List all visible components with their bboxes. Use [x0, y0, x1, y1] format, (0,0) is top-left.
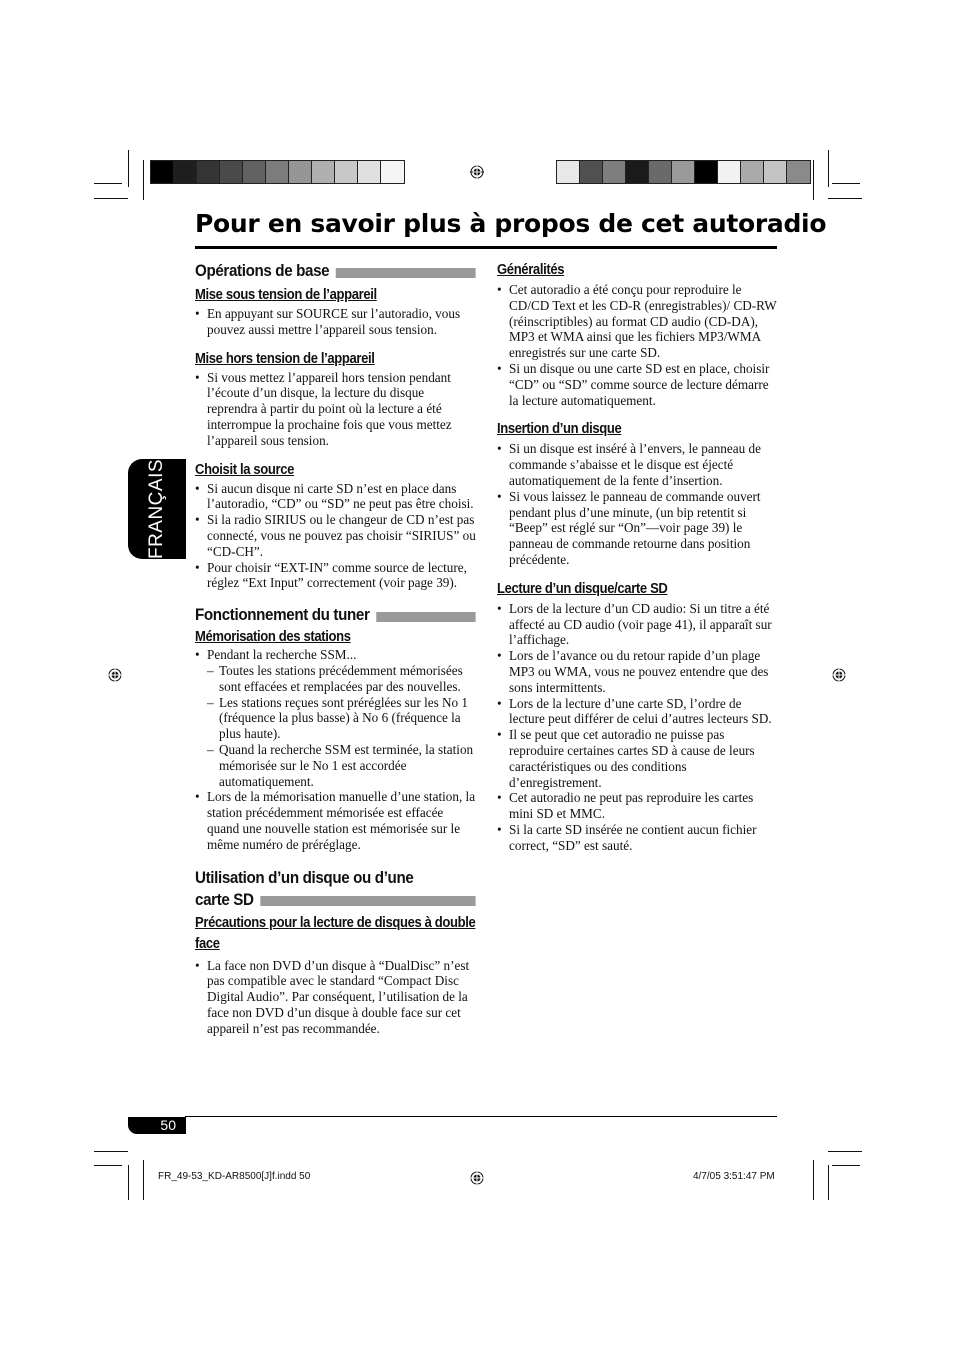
registration-mark-icon: [470, 1171, 484, 1185]
bullet-list: [195, 306, 477, 338]
subsection-title: Mise hors tension de l’appareil: [195, 350, 375, 367]
list-item: • Pendant la recherche SSM... – Toutes les stations précédemment mémorisées sont effacées et remplacées par des nouvelles. – Les stations reçues sont préréglées sur les No 1 (fréquence la plus basse) à No 6 (fréquence la plus haute). – Quand la recherche SSM est terminée, la station mémorisée sur le No 1 est accordée automatiquement.: [195, 647, 477, 789]
dash-list: [207, 663, 477, 789]
list-item: • Lors de la lecture d’un CD audio: Si un titre a été affecté au CD audio (voir page 41), il apparaît sur l’affichage.: [497, 601, 779, 648]
language-tab-label: FRANÇAIS: [146, 458, 167, 560]
subsection-title: Choisit la source: [195, 461, 295, 478]
list-item: • En appuyant sur SOURCE sur l’autoradio, vous pouvez aussi mettre l’appareil sous tension.: [195, 306, 477, 338]
color-strip-left: [150, 160, 405, 184]
bullet-list: [195, 370, 477, 449]
list-item: • Si un disque ou une carte SD est en place, choisir “CD” ou “SD” comme source de lecture démarre la lecture automatiquement.: [497, 361, 779, 408]
list-item: • La face non DVD d’un disque à “DualDisc” n’est pas compatible avec le standard “Compact Disc Digital Audio”. Par conséquent, l’utilisation de la face non DVD d’un disque à double face sur cet appareil n’est pas recommandée.: [195, 958, 477, 1037]
bottom-rule: [185, 1116, 777, 1117]
footer-filename: FR_49-53_KD-AR8500[J]f.indd 50: [158, 1171, 311, 1182]
subsection-title: Précautions pour la lecture de disques à double face: [195, 914, 476, 952]
registration-mark-icon: [470, 165, 484, 179]
color-swatch: [289, 161, 312, 183]
section-title: Utilisation d’un disque ou d’une carte SD: [195, 867, 475, 911]
dash-item: – Les stations reçues sont préréglées sur les No 1 (fréquence la plus basse) à No 6 (fréquence la plus haute).: [207, 695, 477, 742]
section-title: Fonctionnement du tuner: [195, 606, 475, 625]
registration-mark-icon: [108, 668, 122, 682]
crop-mark: [828, 150, 829, 187]
crop-mark: [828, 1151, 862, 1152]
color-swatch: [197, 161, 220, 183]
footer-timestamp: 4/7/05 3:51:47 PM: [693, 1171, 775, 1182]
subsection-title: Mémorisation des stations: [195, 629, 351, 646]
list-item: • Cet autoradio a été conçu pour reproduire le CD/CD Text et les CD-R (enregistrables)/ CD-RW (réinscriptibles) au format CD audio (CD-DA), MP3 et WMA ainsi que les fichiers MP3/WMA enregistrés sur une carte SD.: [497, 282, 779, 361]
dash-item: – Quand la recherche SSM est terminée, la station mémorisée sur le No 1 est accordée automatiquement.: [207, 742, 477, 789]
list-item: • Cet autoradio ne peut pas reproduire les cartes mini SD et MMC.: [497, 790, 779, 822]
list-item: • Si un disque est inséré à l’envers, le panneau de commande s’abaisse et le disque est éjecté automatiquement de la fente d’insertion.: [497, 441, 779, 488]
color-swatch: [764, 161, 787, 183]
list-item: • Si vous laissez le panneau de commande ouvert pendant plus d’une minute, (un bip retentit si “Beep” est réglé sur “On”—voir page 39) le panneau de commande retourne dans position précédente.: [497, 489, 779, 568]
crop-mark: [94, 183, 122, 184]
color-swatch: [626, 161, 649, 183]
color-swatch: [151, 161, 174, 183]
bullet-list: [497, 601, 779, 854]
crop-mark: [813, 1160, 814, 1200]
language-tab-label-box: [128, 459, 186, 559]
list-item: • Lors de la mémorisation manuelle d’une station, la station précédemment mémorisée est effacée quand une nouvelle station est mémorisée sur le même numéro de préréglage.: [195, 789, 477, 852]
color-swatch: [358, 161, 381, 183]
crop-mark: [828, 198, 862, 199]
page-number: 50: [128, 1117, 186, 1134]
color-swatch: [718, 161, 741, 183]
crop-mark: [832, 1165, 860, 1166]
color-swatch: [381, 161, 404, 183]
color-swatch: [649, 161, 672, 183]
list-item: • Lors de l’avance ou du retour rapide d’un plage MP3 ou WMA, vous ne pouvez entendre que des sons intermittents.: [497, 648, 779, 695]
registration-mark-icon: [832, 668, 846, 682]
crop-mark: [828, 1165, 829, 1200]
subsection-title: Mise sous tension de l’appareil: [195, 287, 377, 303]
color-swatch: [557, 161, 580, 183]
bullet-list: [195, 481, 477, 592]
bullet-list: [195, 647, 477, 852]
color-swatch: [787, 161, 810, 183]
title-rule: [195, 246, 777, 249]
list-item: • Lors de la lecture d’une carte SD, l’ordre de lecture peut différer de celui d’autres lecteurs SD.: [497, 696, 779, 728]
crop-mark: [94, 1151, 128, 1152]
color-swatch: [266, 161, 289, 183]
crop-mark: [143, 160, 144, 200]
crop-mark: [94, 1165, 122, 1166]
dash-item: – Toutes les stations précédemment mémorisées sont effacées et remplacées par des nouvelles.: [207, 663, 477, 695]
crop-mark: [128, 1165, 129, 1200]
color-swatch: [174, 161, 197, 183]
color-swatch: [580, 161, 603, 183]
color-swatch: [672, 161, 695, 183]
color-swatch: [603, 161, 626, 183]
list-item: • Pour choisir “EXT-IN” comme source de lecture, réglez “Ext Input” correctement (voir page 39).: [195, 560, 477, 592]
color-strip-right: [556, 160, 811, 184]
color-swatch: [695, 161, 718, 183]
list-item: • Si la carte SD insérée ne contient aucun fichier correct, “SD” est sauté.: [497, 822, 779, 854]
crop-mark: [832, 183, 860, 184]
bullet-list: [497, 441, 779, 567]
crop-mark: [94, 198, 128, 199]
bullet-list: [497, 282, 779, 408]
color-swatch: [335, 161, 358, 183]
right-column: [497, 262, 779, 854]
page-title: Pour en savoir plus à propos de cet autoradio: [195, 209, 827, 238]
list-item: • Il se peut que cet autoradio ne puisse pas reproduire certaines cartes SD à cause de leurs caractéristiques ou des conditions d’enregistrement.: [497, 727, 779, 790]
crop-mark: [143, 1160, 144, 1200]
color-swatch: [243, 161, 266, 183]
color-swatch: [741, 161, 764, 183]
subsection-title: Insertion d’un disque: [497, 421, 622, 438]
crop-mark: [813, 160, 814, 200]
color-swatch: [312, 161, 335, 183]
list-item: • Si la radio SIRIUS ou le changeur de CD n’est pas connecté, vous ne pouvez pas choisir “SIRIUS” ou “CD-CH”.: [195, 512, 477, 559]
subsection-title: Lecture d’un disque/carte SD: [497, 580, 668, 597]
crop-mark: [128, 150, 129, 187]
list-item: • Si aucun disque ni carte SD n’est en place dans l’autoradio, “CD” ou “SD” ne peut pas être choisi.: [195, 481, 477, 513]
bullet-list: [195, 958, 477, 1037]
subsection-title: Généralités: [497, 262, 565, 278]
section-title: Opérations de base: [195, 262, 475, 281]
list-item: • Si vous mettez l’appareil hors tension pendant l’écoute d’un disque, la lecture du disque reprendra à partir du point où la lecture a été interrompue la prochaine fois que vous mettez l’appareil sous tension.: [195, 370, 477, 449]
color-swatch: [220, 161, 243, 183]
left-column: [195, 262, 477, 1037]
